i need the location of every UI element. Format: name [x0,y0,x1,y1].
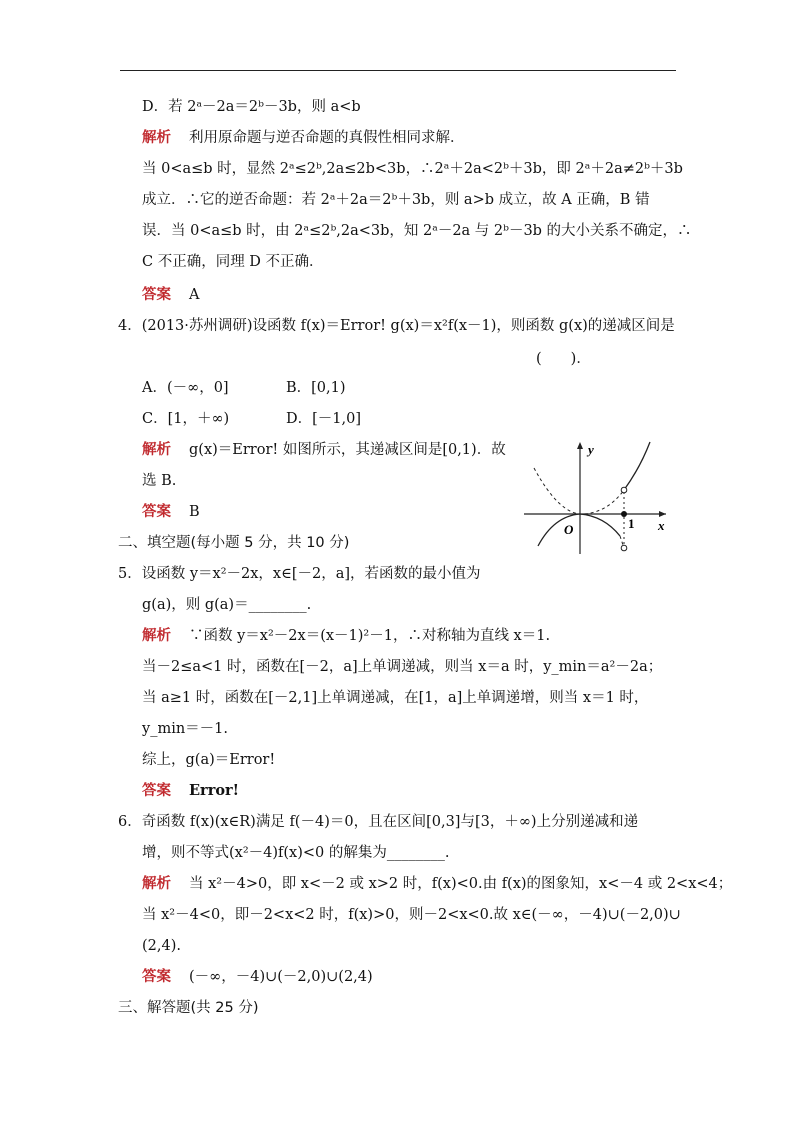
problem-4-bracket: ( )． [536,351,591,367]
problem-5-stem: 5．设函数 y＝x²－2x，x∈[－2，a]，若函数的最小值为 [118,566,481,582]
answer-value: Error! [189,782,240,799]
header-rule [120,70,676,71]
analysis-text: (2,4). [142,938,181,954]
problem-5-stem: g(a)，则 g(a)＝________. [142,597,312,613]
analysis-text: 当 0<a≤b 时，显然 2ᵃ≤2ᵇ,2a≤2b<3b，∴2ᵃ＋2a<2ᵇ＋3b，即 2ᵃ＋2a≠2ᵇ＋3b [142,161,683,177]
solid-curve-right [624,442,650,490]
function-graph [520,438,670,556]
analysis-text: 当 x²－4>0，即 x<－2 或 x>2 时，f(x)<0.由 f(x)的图象知，x<－4 或 2<x<4； [189,876,733,892]
analysis-label: 解析 [142,130,171,146]
x-axis-arrow [659,511,666,517]
open-point-upper [621,487,627,493]
open-point-lower [621,545,627,551]
option-a: A．(－∞，0] [142,380,229,396]
analysis-text: 成立．∴它的逆否命题：若 2ᵃ＋2a＝2ᵇ＋3b，则 a>b 成立，故 A 正确，B 错 [142,192,650,208]
option-d: D．若 2ᵃ－2a＝2ᵇ－3b，则 a<b [142,99,361,115]
analysis-text: ∵函数 y＝x²－2x＝(x－1)²－1，∴对称轴为直线 x＝1. [189,628,551,644]
option-c: C．[1，＋∞) [142,411,230,427]
option-d: D．[－1,0] [286,411,361,427]
answer-label: 答案 [142,287,171,303]
analysis-label: 解析 [142,876,171,892]
answer-value: A [189,287,200,303]
origin-label: O [564,522,574,537]
problem-6-stem: 6．奇函数 f(x)(x∈R)满足 f(－4)＝0，且在区间[0,3]与[3，＋∞)上分别递减和递 [118,814,639,830]
problem-4-stem: 4．(2013·苏州调研)设函数 f(x)＝Error! g(x)＝x²f(x－1)，则函数 g(x)的递减区间是 [118,318,675,334]
problem-6-stem: 增，则不等式(x²－4)f(x)<0 的解集为________. [142,845,450,861]
section-heading: 二、填空题(每小题 5 分，共 10 分) [118,535,350,551]
analysis-text: 选 B. [142,473,177,489]
option-b: B．[0,1) [286,380,346,396]
closed-point [621,511,627,517]
analysis-text: 当 x²－4<0，即－2<x<2 时，f(x)>0，则－2<x<0.故 x∈(－∞，－4)∪(－2,0)∪ [142,907,681,923]
answer-value: (－∞，－4)∪(－2,0)∪(2,4) [189,969,373,985]
one-label: 1 [628,516,635,531]
answer-value: B [189,504,200,520]
dashed-parabola [534,468,624,514]
section-heading: 三、解答题(共 25 分) [118,1000,259,1016]
answer-label: 答案 [142,504,171,520]
analysis-text: 综上，g(a)＝Error! [142,752,276,768]
analysis-text: 当 a≥1 时，函数在[－2,1]上单调递减，在[1，a]上单调递增，则当 x＝1 时， [142,690,649,706]
analysis-text: g(x)＝Error! 如图所示，其递减区间是[0,1)．故 [189,442,506,458]
answer-label: 答案 [142,783,171,799]
solid-curve-left [538,514,620,546]
analysis-text: 利用原命题与逆否命题的真假性相同求解． [189,130,465,146]
analysis-label: 解析 [142,628,171,644]
analysis-text: 误．当 0<a≤b 时，由 2ᵃ≤2ᵇ,2a<3b，知 2ᵃ－2a 与 2ᵇ－3b 的大小关系不确定，∴ [142,223,692,239]
answer-label: 答案 [142,969,171,985]
x-label: x [658,518,665,533]
analysis-text: 当－2≤a<1 时，函数在[－2，a]上单调递减，则当 x＝a 时，y_min＝a²－2a； [142,659,663,675]
analysis-label: 解析 [142,442,171,458]
analysis-text: y_min＝－1. [142,721,229,737]
y-label: y [588,442,594,457]
analysis-text: C 不正确，同理 D 不正确． [142,254,324,270]
y-axis-arrow [577,442,583,449]
